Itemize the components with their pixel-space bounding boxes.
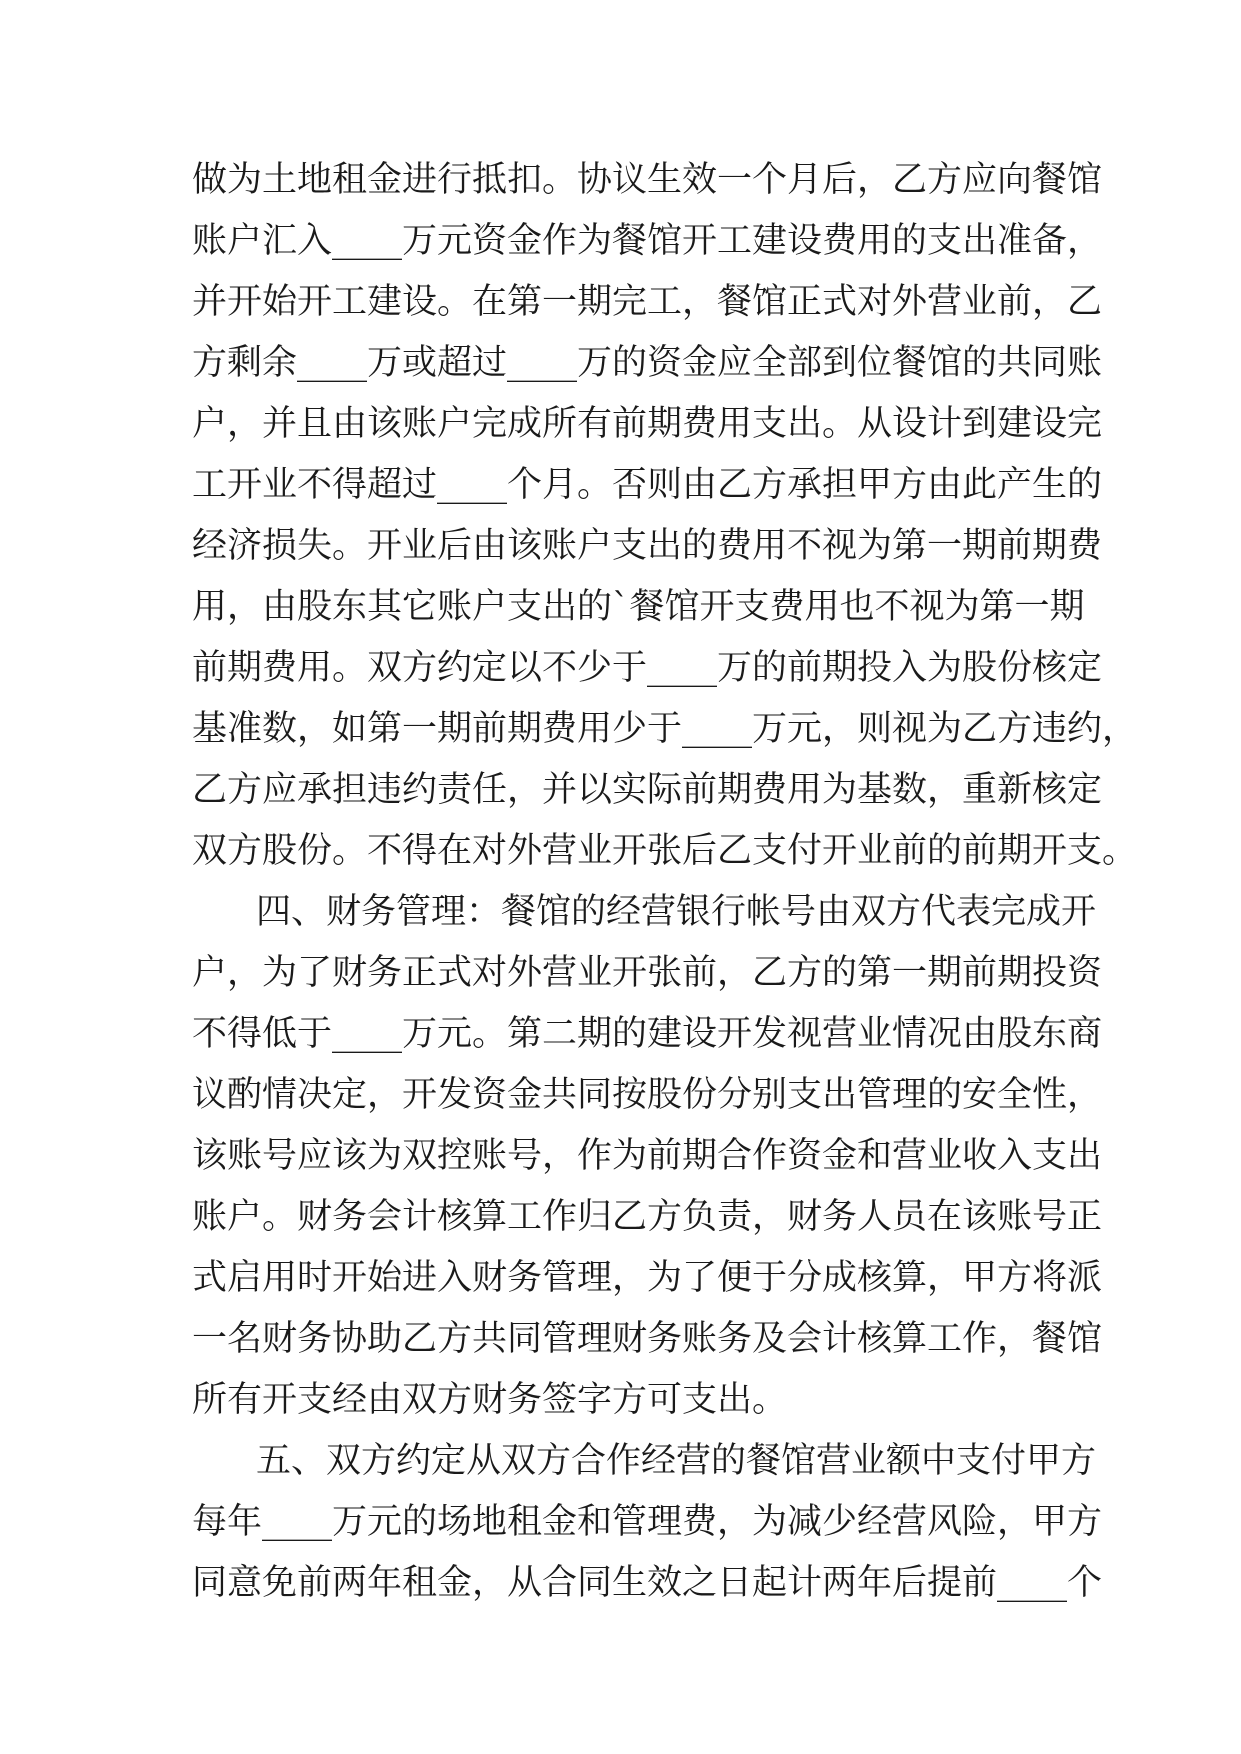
text-line: 账户汇入____万元资金作为餐馆开工建设费用的支出准备， [192,221,1103,261]
text-line: 经济损失。开业后由该账户支出的费用不视为第一期前期费 [192,526,1103,566]
text-line: 工开业不得超过____个月。否则由乙方承担甲方由此产生的 [192,465,1103,505]
text-line: 户，为了财务正式对外营业开张前，乙方的第一期前期投资 [192,953,1103,993]
text-line: 方剩余____万或超过____万的资金应全部到位餐馆的共同账 [192,343,1103,383]
text-line: 式启用时开始进入财务管理，为了便于分成核算，甲方将派 [192,1258,1103,1298]
text-line: 每年____万元的场地租金和管理费，为减少经营风险，甲方 [192,1502,1103,1542]
text-line: 不得低于____万元。第二期的建设开发视营业情况由股东商 [192,1014,1103,1054]
paragraph-start-line: 四、财务管理：餐馆的经营银行帐号由双方代表完成开 [256,892,1097,932]
text-line: 做为土地租金进行抵扣。协议生效一个月后，乙方应向餐馆 [192,160,1103,200]
document-body [192,150,1138,1614]
text-line: 基准数，如第一期前期费用少于____万元，则视为乙方违约， [192,709,1138,749]
text-line: 同意免前两年租金，从合同生效之日起计两年后提前____个 [192,1563,1103,1603]
text-line: 该账号应该为双控账号，作为前期合作资金和营业收入支出 [192,1136,1103,1176]
text-line: 议酌情决定，开发资金共同按股份分别支出管理的安全性， [192,1075,1103,1115]
text-line: 一名财务协助乙方共同管理财务账务及会计核算工作，餐馆 [192,1319,1103,1359]
text-line: 户，并且由该账户完成所有前期费用支出。从设计到建设完 [192,404,1103,444]
text-line: 账户。财务会计核算工作归乙方负责，财务人员在该账号正 [192,1197,1103,1237]
paragraph-start-line: 五、双方约定从双方合作经营的餐馆营业额中支付甲方 [256,1441,1097,1481]
text-line: 双方股份。不得在对外营业开张后乙支付开业前的前期开支。 [192,831,1138,871]
text-line: 乙方应承担违约责任，并以实际前期费用为基数，重新核定 [192,770,1103,810]
text-line: 前期费用。双方约定以不少于____万的前期投入为股份核定 [192,648,1103,688]
text-line: 并开始开工建设。在第一期完工，餐馆正式对外营业前，乙 [192,282,1103,322]
text-line: 所有开支经由双方财务签字方可支出。 [192,1380,788,1420]
text-line: 用，由股东其它账户支出的`餐馆开支费用也不视为第一期 [192,587,1085,627]
